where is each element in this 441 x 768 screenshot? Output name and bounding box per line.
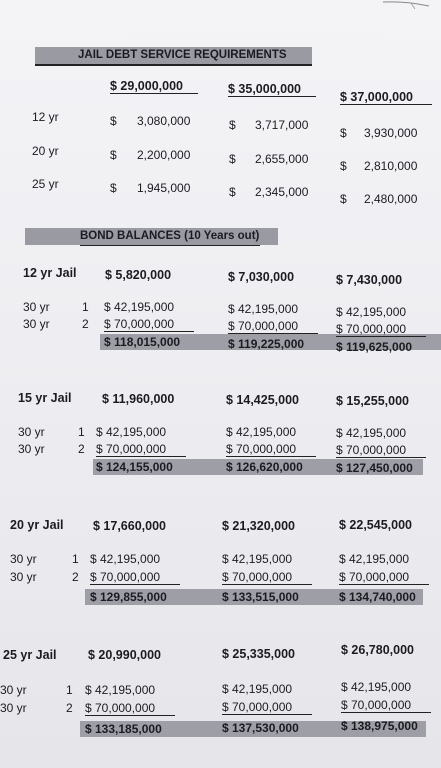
bond-sum: $ 119,625,000 — [336, 340, 413, 354]
jail-group-label: 20 yr Jail — [10, 518, 64, 532]
jail-total: $ 25,335,000 — [222, 647, 295, 661]
bond-value: $ 70,000,000 — [226, 442, 316, 457]
debt-value: 2,200,000 — [137, 148, 191, 162]
bond-value: $ 42,195,000 — [90, 552, 161, 566]
jail-total: $ 11,960,000 — [102, 392, 175, 406]
dollar-sign: $ — [229, 118, 236, 132]
dollar-sign: $ — [340, 192, 347, 206]
bond-number: 1 — [66, 683, 73, 697]
bond-value: $ 42,195,000 — [104, 300, 175, 314]
dollar-sign: $ — [229, 185, 236, 199]
bond-value: $ 70,000,000 — [222, 570, 312, 585]
bond-sum: $ 119,225,000 — [228, 337, 305, 351]
bond-term: 30 yr — [18, 425, 45, 439]
bond-value: $ 70,000,000 — [222, 700, 312, 715]
jail-group-label: 25 yr Jail — [3, 648, 57, 662]
jail-total: $ 20,990,000 — [88, 648, 161, 662]
bond-sum: $ 124,155,000 — [96, 460, 173, 474]
bond-value: $ 70,000,000 — [90, 570, 180, 585]
header-underline — [35, 64, 312, 66]
bond-term: 30 yr — [18, 442, 45, 456]
row-term: 12 yr — [32, 110, 59, 124]
bond-term: 30 yr — [23, 300, 50, 314]
bond-number: 1 — [78, 425, 85, 439]
bond-value: $ 70,000,000 — [104, 317, 194, 332]
bond-balances-title: BOND BALANCES (10 Years out) — [80, 230, 260, 242]
debt-value: 3,930,000 — [364, 126, 418, 140]
bond-number: 1 — [72, 552, 79, 566]
bond-term: 30 yr — [0, 683, 27, 697]
dollar-sign: $ — [229, 152, 236, 166]
dollar-sign: $ — [110, 114, 117, 128]
debt-value: 2,345,000 — [255, 185, 309, 199]
bond-value: $ 42,195,000 — [85, 683, 156, 697]
debt-value: 3,717,000 — [255, 118, 309, 132]
bond-value: $ 70,000,000 — [339, 570, 429, 585]
dollar-sign: $ — [340, 126, 347, 140]
bond-value: $ 42,195,000 — [336, 426, 407, 440]
bond-value: $ 42,195,000 — [226, 425, 297, 439]
bond-number: 2 — [78, 442, 85, 456]
row-term: 20 yr — [32, 144, 59, 158]
amount-header-1: $ 29,000,000 — [110, 79, 198, 94]
bond-sum: $ 133,185,000 — [85, 722, 162, 736]
bond-value: $ 42,195,000 — [96, 425, 167, 439]
bond-term: 30 yr — [0, 701, 27, 715]
bond-sum: $ 129,855,000 — [90, 590, 167, 604]
bond-sum: $ 126,620,000 — [226, 460, 303, 474]
bond-number: 2 — [66, 701, 73, 715]
bond-value: $ 42,195,000 — [336, 305, 407, 319]
debt-service-title: JAIL DEBT SERVICE REQUIREMENTS — [78, 49, 287, 61]
jail-total: $ 7,030,000 — [228, 270, 295, 284]
bond-value: $ 70,000,000 — [85, 701, 175, 716]
bond-value: $ 70,000,000 — [228, 319, 318, 334]
debt-value: 3,080,000 — [137, 114, 191, 128]
jail-total: $ 14,425,000 — [226, 393, 299, 407]
bond-header-underline — [80, 245, 260, 246]
jail-total: $ 5,820,000 — [105, 268, 172, 282]
amount-header-3: $ 37,000,000 — [340, 90, 432, 105]
bond-term: 30 yr — [10, 570, 37, 584]
bond-term: 30 yr — [23, 317, 50, 331]
bond-number: 2 — [72, 570, 79, 584]
dollar-sign: $ — [340, 159, 347, 173]
bond-number: 1 — [82, 300, 89, 314]
debt-value: 2,810,000 — [364, 159, 418, 173]
bond-sum: $ 138,975,000 — [341, 719, 418, 733]
bond-value: $ 70,000,000 — [96, 442, 186, 457]
jail-total: $ 15,255,000 — [336, 394, 409, 408]
bond-value: $ 42,195,000 — [341, 680, 412, 694]
debt-value: 2,655,000 — [255, 152, 309, 166]
dollar-sign: $ — [110, 148, 117, 162]
bond-value: $ 70,000,000 — [336, 322, 426, 337]
bond-sum: $ 137,530,000 — [222, 721, 299, 735]
dollar-sign: $ — [110, 181, 117, 195]
bond-term: 30 yr — [10, 552, 37, 566]
jail-total: $ 7,430,000 — [336, 273, 403, 287]
bond-number: 2 — [82, 317, 89, 331]
corner-mark — [381, 0, 441, 14]
jail-total: $ 22,545,000 — [339, 518, 412, 532]
jail-group-label: 12 yr Jail — [23, 266, 77, 280]
debt-value: 2,480,000 — [364, 192, 418, 206]
debt-value: 1,945,000 — [137, 181, 191, 195]
bond-sum: $ 133,515,000 — [222, 590, 299, 604]
bond-value: $ 42,195,000 — [222, 682, 293, 696]
bond-value: $ 70,000,000 — [336, 443, 426, 458]
bond-value: $ 42,195,000 — [222, 552, 293, 566]
bond-value: $ 42,195,000 — [228, 302, 299, 316]
jail-group-label: 15 yr Jail — [18, 391, 72, 405]
bond-sum: $ 127,450,000 — [336, 461, 413, 475]
jail-total: $ 21,320,000 — [222, 519, 295, 533]
jail-total: $ 17,660,000 — [93, 519, 166, 533]
bond-value: $ 42,195,000 — [339, 552, 410, 566]
jail-total: $ 26,780,000 — [341, 643, 414, 657]
bond-sum: $ 118,015,000 — [104, 335, 181, 349]
amount-header-2: $ 35,000,000 — [228, 82, 316, 97]
bond-value: $ 70,000,000 — [341, 698, 431, 713]
bond-sum: $ 134,740,000 — [339, 590, 416, 604]
row-term: 25 yr — [32, 177, 59, 191]
